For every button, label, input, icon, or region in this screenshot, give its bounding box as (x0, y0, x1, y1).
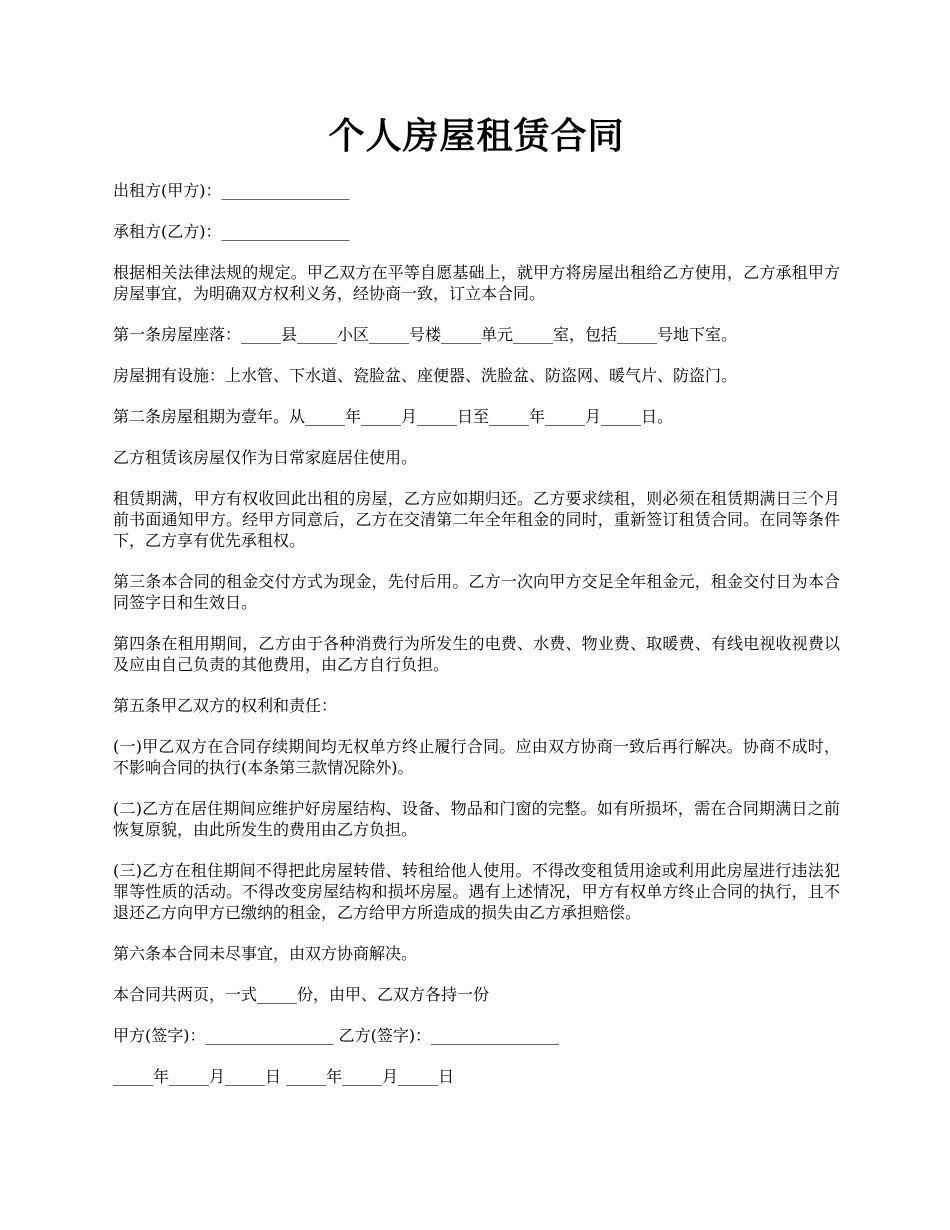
article-3-rent: 第三条本合同的租金交付方式为现金，先付后用。乙方一次向甲方交足全年租金元，租金交付日为本合同签字日和生效日。 (113, 572, 840, 612)
article-4-expenses: 第四条在租用期间，乙方由于各种消费行为所发生的电费、水费、物业费、取暖费、有线电视收视费以及应由自己负责的其他费用，由乙方自行负担。 (113, 634, 840, 674)
document-title: 个人房屋租赁合同 (328, 115, 625, 157)
clause-2: (二)乙方在居住期间应维护好房屋结构、设备、物品和门窗的完整。如有所损坏，需在合同期满日之前恢复原貌，由此所发生的费用由乙方负担。 (113, 799, 840, 839)
signature-line: 甲方(签字)：________________ 乙方(签字)：________________ (113, 1026, 560, 1045)
clause-1: (一)甲乙双方在合同存续期间均无权单方终止履行合同。应由双方协商一致后再行解决。协商不成时，不影响合同的执行(本条第三款情况除外)。 (113, 737, 840, 777)
article-6: 第六条本合同未尽事宜，由双方协商解决。 (113, 944, 418, 963)
date-line: _____年_____月_____日 _____年_____月_____日 (113, 1067, 455, 1086)
facilities-paragraph: 房屋拥有设施：上水管、下水道、瓷脸盆、座便器、洗脸盆、防盗网、暖气片、防盗门。 (113, 366, 738, 385)
renewal-paragraph: 租赁期满，甲方有权收回此出租的房屋，乙方应如期归还。乙方要求续租，则必须在租赁期满日三个月前书面通知甲方。经甲方同意后，乙方在交清第二年全年租金的同时，重新签订租赁合同。在同等条件下，乙方享有优先承租权。 (113, 489, 840, 550)
preamble-paragraph: 根据相关法律法规的规定。甲乙双方在平等自愿基础上，就甲方将房屋出租给乙方使用，乙方承租甲方房屋事宜，为明确双方权利义务，经协商一致，订立本合同。 (113, 263, 840, 303)
article-5-heading: 第五条甲乙双方的权利和责任： (113, 696, 338, 715)
lessor-line: 出租方(甲方)：________________ (113, 181, 350, 200)
article-2-term: 第二条房屋租期为壹年。从_____年_____月_____日至_____年_____月_____日。 (113, 407, 674, 426)
copies-paragraph: 本合同共两页，一式_____份，由甲、乙双方各持一份 (113, 985, 490, 1004)
clause-3: (三)乙方在租住期间不得把此房屋转借、转租给他人使用。不得改变租赁用途或利用此房屋进行违法犯罪等性质的活动。不得改变房屋结构和损坏房屋。遇有上述情况，甲方有权单方终止合同的执行，且不退还乙方向甲方已缴纳的租金，乙方给甲方所造成的损失由乙方承担赔偿。 (113, 861, 840, 922)
usage-paragraph: 乙方租赁该房屋仅作为日常家庭居住使用。 (113, 448, 418, 467)
article-1-location: 第一条房屋座落：_____县_____小区_____号楼_____单元_____室，包括_____号地下室。 (113, 325, 738, 344)
lessee-line: 承租方(乙方)：________________ (113, 222, 350, 241)
